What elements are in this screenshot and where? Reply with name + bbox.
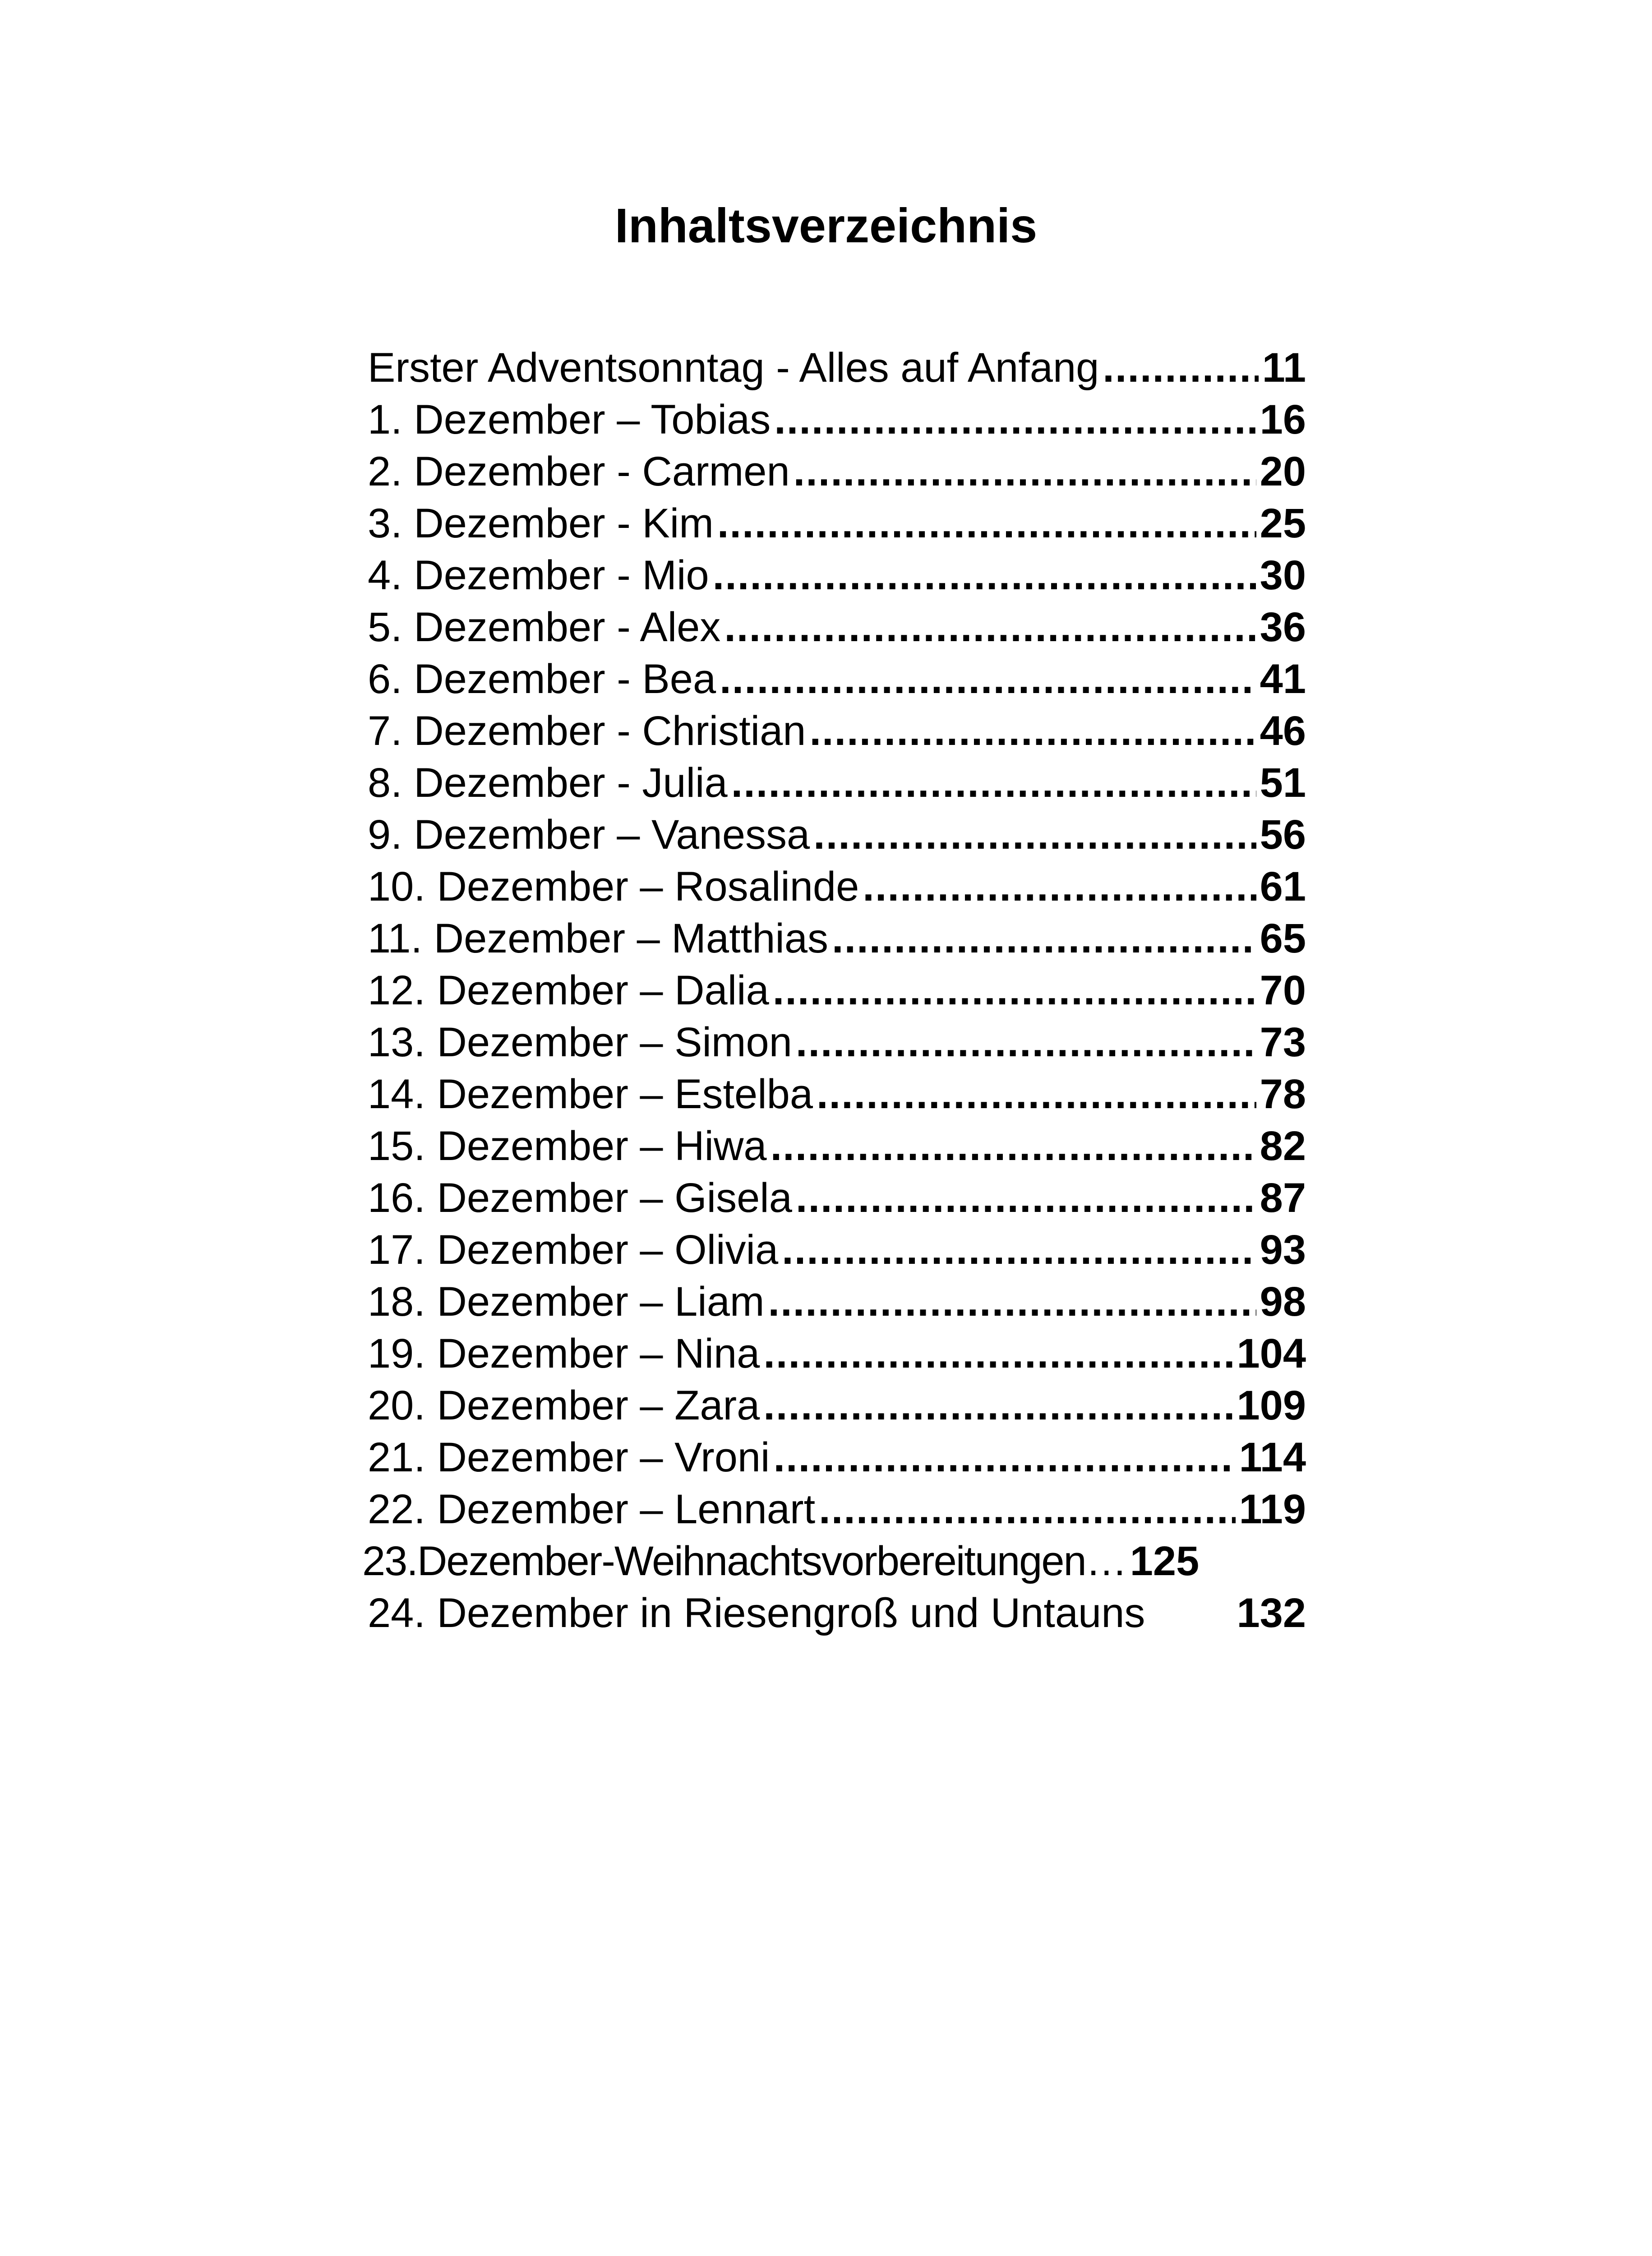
toc-page-number: 20 <box>1260 448 1306 495</box>
toc-dot-leader <box>794 446 1256 498</box>
toc-entry <box>368 1068 1306 1120</box>
toc-page-number: 93 <box>1260 1227 1306 1273</box>
toc-page-number: 51 <box>1260 760 1306 806</box>
toc-page-number: 70 <box>1260 967 1306 1013</box>
toc-dot-leader <box>832 913 1256 965</box>
toc-page-number: 41 <box>1260 656 1306 702</box>
toc-dot-leader <box>796 1172 1256 1224</box>
toc-dot-leader <box>717 498 1256 550</box>
toc-entry <box>368 498 1306 550</box>
toc-entry <box>368 342 1306 394</box>
toc-entry-label: 6. Dezember - Bea <box>368 656 716 702</box>
toc-entry <box>368 1432 1306 1484</box>
toc-entry-label: 19. Dezember – Nina <box>368 1331 760 1377</box>
toc-dot-leader <box>813 809 1256 861</box>
toc-page-number: 61 <box>1260 864 1306 910</box>
toc-entry-label: 1. Dezember – Tobias <box>368 397 771 443</box>
toc-entry-label: 5. Dezember - Alex <box>368 604 721 650</box>
toc-page-number: 25 <box>1260 500 1306 546</box>
toc-dot-leader <box>771 1120 1256 1172</box>
toc-entry-label: 14. Dezember – Estelba <box>368 1071 813 1117</box>
toc-entry-label: 21. Dezember – Vroni <box>368 1434 770 1480</box>
toc-entry <box>368 861 1306 913</box>
toc-entry-label: 3. Dezember - Kim <box>368 500 714 546</box>
toc-entry <box>368 1328 1306 1380</box>
toc-entry-label: 18. Dezember – Liam <box>368 1279 765 1325</box>
toc-page-number: 46 <box>1260 708 1306 754</box>
toc-page-number: 30 <box>1260 552 1306 598</box>
toc-entry-label: 23.Dezember-Weihnachtsvorbereitungen <box>362 1538 1086 1584</box>
toc-page-number: 125 <box>1130 1538 1200 1584</box>
toc-entry <box>368 653 1306 705</box>
toc-page-number: 16 <box>1260 397 1306 443</box>
toc-entry <box>368 1172 1306 1224</box>
toc-dot-leader <box>713 550 1256 601</box>
toc-dot-leader <box>763 1328 1233 1380</box>
toc-ellipsis <box>1086 1535 1127 1587</box>
toc-dot-leader <box>863 861 1256 913</box>
toc-page-number: 73 <box>1260 1019 1306 1065</box>
toc-page-number: 98 <box>1260 1279 1306 1325</box>
toc-entry-label: 17. Dezember – Olivia <box>368 1227 779 1273</box>
toc-entry <box>368 1224 1306 1276</box>
toc-entry <box>362 1535 1306 1587</box>
toc-dot-leader <box>773 965 1256 1017</box>
toc-entry-label: 24. Dezember in Riesengroß und Untauns <box>368 1590 1145 1636</box>
toc-dot-leader <box>763 1380 1233 1432</box>
toc-dot-leader <box>819 1484 1235 1535</box>
toc-page-number: 132 <box>1237 1590 1306 1636</box>
toc-entry <box>368 550 1306 601</box>
toc-page-number: 65 <box>1260 915 1306 962</box>
toc-dot-leader <box>768 1276 1256 1328</box>
toc-page-number: 114 <box>1239 1434 1306 1480</box>
toc-entry-label: 11. Dezember – Matthias <box>368 915 828 962</box>
toc-dot-leader <box>720 653 1256 705</box>
toc-page-number: 56 <box>1260 812 1306 858</box>
toc-entry-label: 12. Dezember – Dalia <box>368 967 769 1013</box>
toc-dot-leader <box>774 394 1256 446</box>
toc-entry-label: 2. Dezember - Carmen <box>368 448 790 495</box>
toc-entry-label: 22. Dezember – Lennart <box>368 1486 816 1532</box>
toc-entry-label: 4. Dezember - Mio <box>368 552 709 598</box>
toc-entry-label: 15. Dezember – Hiwa <box>368 1123 767 1169</box>
toc-entry <box>368 1380 1306 1432</box>
toc-dot-leader <box>782 1224 1256 1276</box>
toc-entry <box>368 1017 1306 1068</box>
toc-page-number: 87 <box>1260 1175 1306 1221</box>
toc-dot-leader <box>809 705 1256 757</box>
toc-page-number: 119 <box>1239 1486 1306 1532</box>
toc-dot-leader <box>796 1017 1256 1068</box>
toc-page-number: 36 <box>1260 604 1306 650</box>
toc-dot-leader <box>731 757 1256 809</box>
toc-entry <box>368 913 1306 965</box>
table-of-contents <box>362 342 1306 1639</box>
toc-page-number: 109 <box>1237 1382 1306 1428</box>
toc-entry <box>368 757 1306 809</box>
toc-dot-leader <box>1103 342 1258 394</box>
toc-entry-label: 8. Dezember - Julia <box>368 760 728 806</box>
toc-page-number: 104 <box>1237 1331 1306 1377</box>
page-title: Inhaltsverzeichnis <box>614 198 1038 253</box>
toc-page-number: 11 <box>1262 345 1306 391</box>
toc-entry-label: Erster Adventsonntag - Alles auf Anfang <box>368 345 1099 391</box>
toc-dot-leader <box>817 1068 1256 1120</box>
toc-page-number: 78 <box>1260 1071 1306 1117</box>
toc-entry <box>368 1484 1306 1535</box>
toc-entry <box>368 809 1306 861</box>
toc-entry-label: 16. Dezember – Gisela <box>368 1175 792 1221</box>
toc-entry <box>368 394 1306 446</box>
toc-entry <box>368 965 1306 1017</box>
toc-entry <box>368 705 1306 757</box>
toc-entry <box>368 1120 1306 1172</box>
toc-entry <box>368 1276 1306 1328</box>
toc-entry <box>368 601 1306 653</box>
toc-dot-leader <box>724 601 1256 653</box>
toc-entry-label: 9. Dezember – Vanessa <box>368 812 810 858</box>
toc-entry-label: 7. Dezember - Christian <box>368 708 806 754</box>
toc-dot-leader <box>773 1432 1235 1484</box>
toc-entry <box>368 446 1306 498</box>
toc-entry-label: 10. Dezember – Rosalinde <box>368 864 859 910</box>
toc-entry <box>368 1587 1306 1639</box>
toc-page-number: 82 <box>1260 1123 1306 1169</box>
toc-entry-label: 13. Dezember – Simon <box>368 1019 792 1065</box>
toc-entry-label: 20. Dezember – Zara <box>368 1382 760 1428</box>
